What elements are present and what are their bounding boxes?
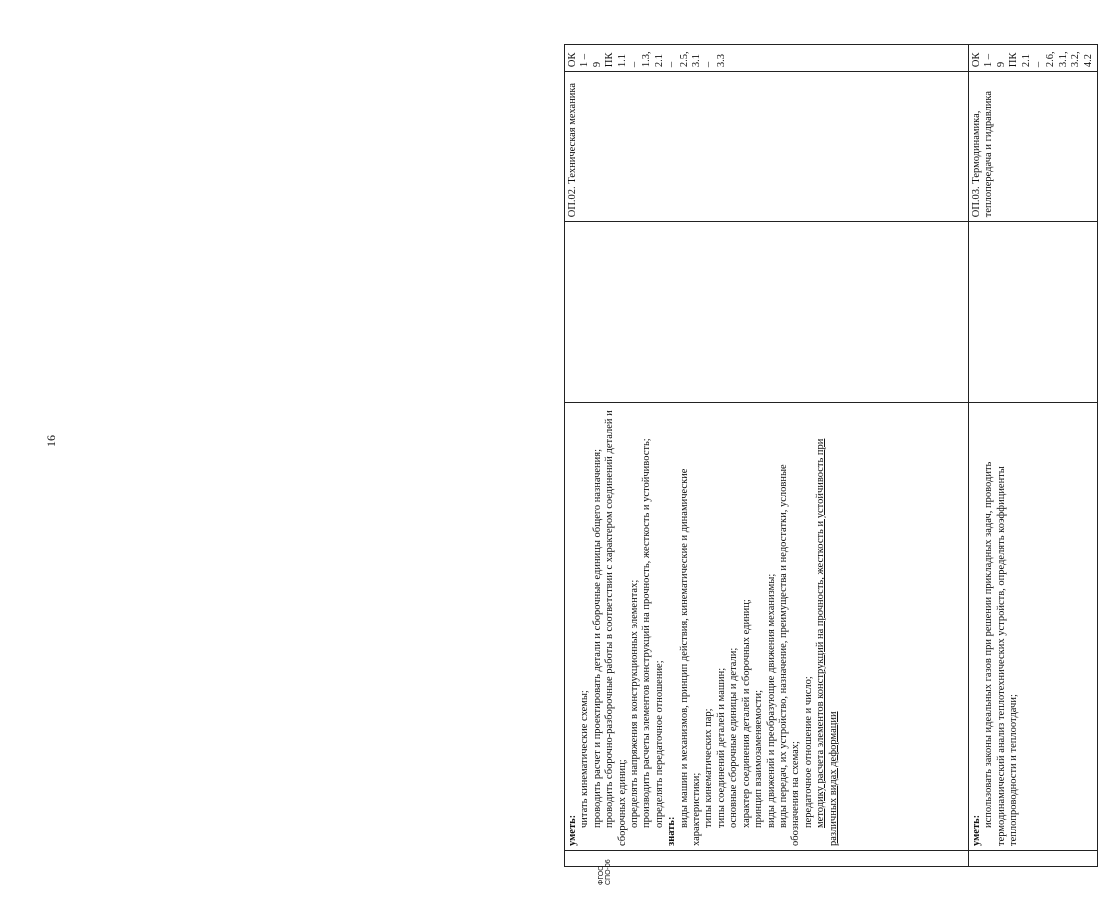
skills-label: уметь: <box>971 814 982 846</box>
table-row <box>565 45 969 867</box>
document-code-footer: ФГОС СПО-06 <box>598 859 612 885</box>
requirements-cell <box>565 403 969 851</box>
skill-item: проводить расчет и проектировать детали и сборочные единицы общего назначения; <box>591 448 603 828</box>
discipline-cell: ОП.03. Термодинамика, теплопередача и гидравлика <box>969 72 1098 222</box>
knowledge-item: виды машин и механизмов, принцип действия, кинематические и динамические характеристики; <box>678 468 703 846</box>
rotated-table-container <box>564 44 1094 867</box>
empty-cell <box>565 222 969 403</box>
knowledge-item: основные сборочные единицы и детали; <box>728 647 740 828</box>
discipline-cell: ОП.02. Техническая механика <box>565 72 969 222</box>
knowledge-item: характер соединения деталей и сборочных единиц; <box>740 599 752 828</box>
skills-label: уметь: <box>567 814 578 846</box>
table-row <box>969 45 1098 867</box>
knowledge-item: виды движений и преобразующие движения механизмы; <box>765 573 777 828</box>
skill-item: читать кинематические схемы; <box>579 690 591 828</box>
knowledge-item: методику расчета элементов конструкций на прочность, жесткость и устойчивость при различных видах деформации <box>815 438 839 846</box>
empty-cell <box>565 850 969 866</box>
empty-cell <box>969 222 1098 403</box>
requirements-cell <box>969 403 1098 851</box>
knowledge-item: передаточное отношение и число; <box>802 676 814 828</box>
curriculum-table <box>564 44 1098 867</box>
knowledge-label: знать: <box>666 816 678 846</box>
competencies-cell: ОК 1 – 9 ПК 1.1 – 1.3, 2.1 – 2.5, 3.1 – 3.3 <box>565 45 969 72</box>
knowledge-item: типы кинематических пар; <box>703 708 715 828</box>
competencies-cell: ОК 1 – 9 ПК 2.1 – 2.6, 3.1, 3.2, 4.2 <box>969 45 1098 72</box>
skill-item: определять передаточное отношение; <box>653 660 665 828</box>
skill-item: производить расчеты элементов конструкций на прочность, жесткость и устойчивость; <box>641 438 653 828</box>
knowledge-item: виды передач, их устройство, назначение, преимущества и недостатки, условные обозначения на схемах; <box>777 464 802 846</box>
knowledge-item: типы соединений деталей и машин; <box>715 667 727 828</box>
skill-item: определять напряжения в конструкционных элементах; <box>629 579 641 828</box>
knowledge-item: принцип взаимозаменяемости; <box>753 689 765 828</box>
page-number: 16 <box>44 435 58 447</box>
skill-item: проводить сборочно-разборочные работы в соответствии с характером соединений деталей и сборочных единиц; <box>604 410 628 846</box>
empty-cell <box>969 850 1098 866</box>
skill-item: использовать законы идеальных газов при решении прикладных задач, проводить термодинамический анализ теплотехнических устройств, определять коэффициенты теплопроводности и теплоотдачи; <box>983 461 1020 846</box>
